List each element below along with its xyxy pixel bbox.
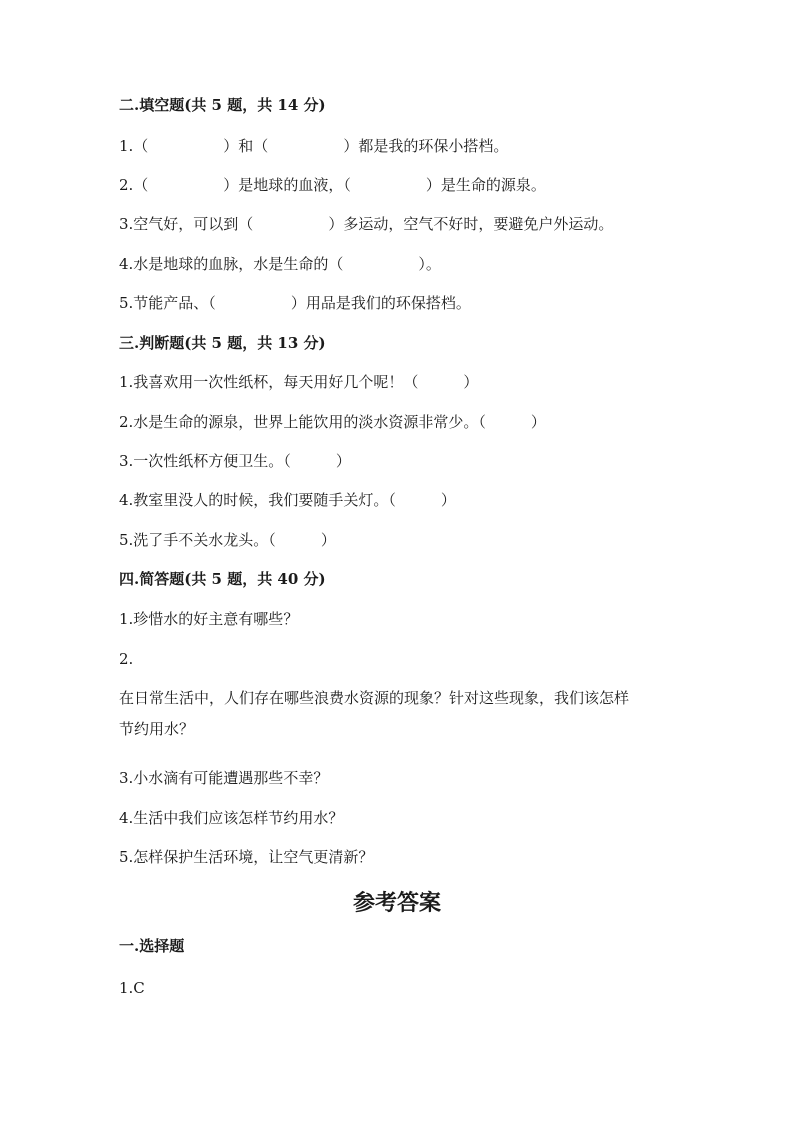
judge-question-5: 5.洗了手不关水龙头。（ ） bbox=[119, 531, 336, 549]
fill-question-4: 4.水是地球的血脉，水是生命的（ ）。 bbox=[119, 255, 441, 273]
answer-key-title: 参考答案 bbox=[352, 890, 441, 916]
short-question-1: 1.珍惜水的好主意有哪些？ bbox=[119, 610, 299, 628]
short-question-2-number: 2. bbox=[119, 650, 134, 668]
fill-question-5: 5.节能产品、（ ）用品是我们的环保搭档。 bbox=[119, 294, 471, 312]
judge-question-1: 1.我喜欢用一次性纸杯，每天用好几个呢！（ ） bbox=[119, 373, 479, 391]
judge-question-3: 3.一次性纸杯方便卫生。（ ） bbox=[119, 452, 351, 470]
fill-question-3: 3.空气好，可以到（ ）多运动，空气不好时，要避免户外运动。 bbox=[119, 215, 614, 233]
short-question-3: 3.小水滴有可能遭遇那些不幸？ bbox=[119, 769, 329, 787]
short-question-2-line-2: 节约用水？ bbox=[119, 720, 195, 738]
fill-question-1: 1.（ ）和（ ）都是我的环保小搭档。 bbox=[119, 137, 509, 155]
judge-section-heading: 三.判断题(共 5 题，共 13 分) bbox=[119, 334, 326, 352]
short-question-4: 4.生活中我们应该怎样节约用水？ bbox=[119, 809, 344, 827]
short-question-5: 5.怎样保护生活环境，让空气更清新？ bbox=[119, 848, 374, 866]
judge-question-4: 4.教室里没人的时候，我们要随手关灯。（ ） bbox=[119, 491, 456, 509]
fill-question-2: 2.（ ）是地球的血液，（ ）是生命的源泉。 bbox=[119, 176, 546, 194]
answer-1: 1.C bbox=[119, 979, 145, 997]
short-section-heading: 四.简答题(共 5 题，共 40 分) bbox=[119, 570, 326, 588]
short-question-2-line-1: 在日常生活中，人们存在哪些浪费水资源的现象？针对这些现象，我们该怎样 bbox=[119, 689, 630, 707]
fill-section-heading: 二.填空题(共 5 题，共 14 分) bbox=[119, 96, 326, 114]
answer-section-heading: 一.选择题 bbox=[119, 937, 185, 955]
judge-question-2: 2.水是生命的源泉，世界上能饮用的淡水资源非常少。（ ） bbox=[119, 413, 546, 431]
